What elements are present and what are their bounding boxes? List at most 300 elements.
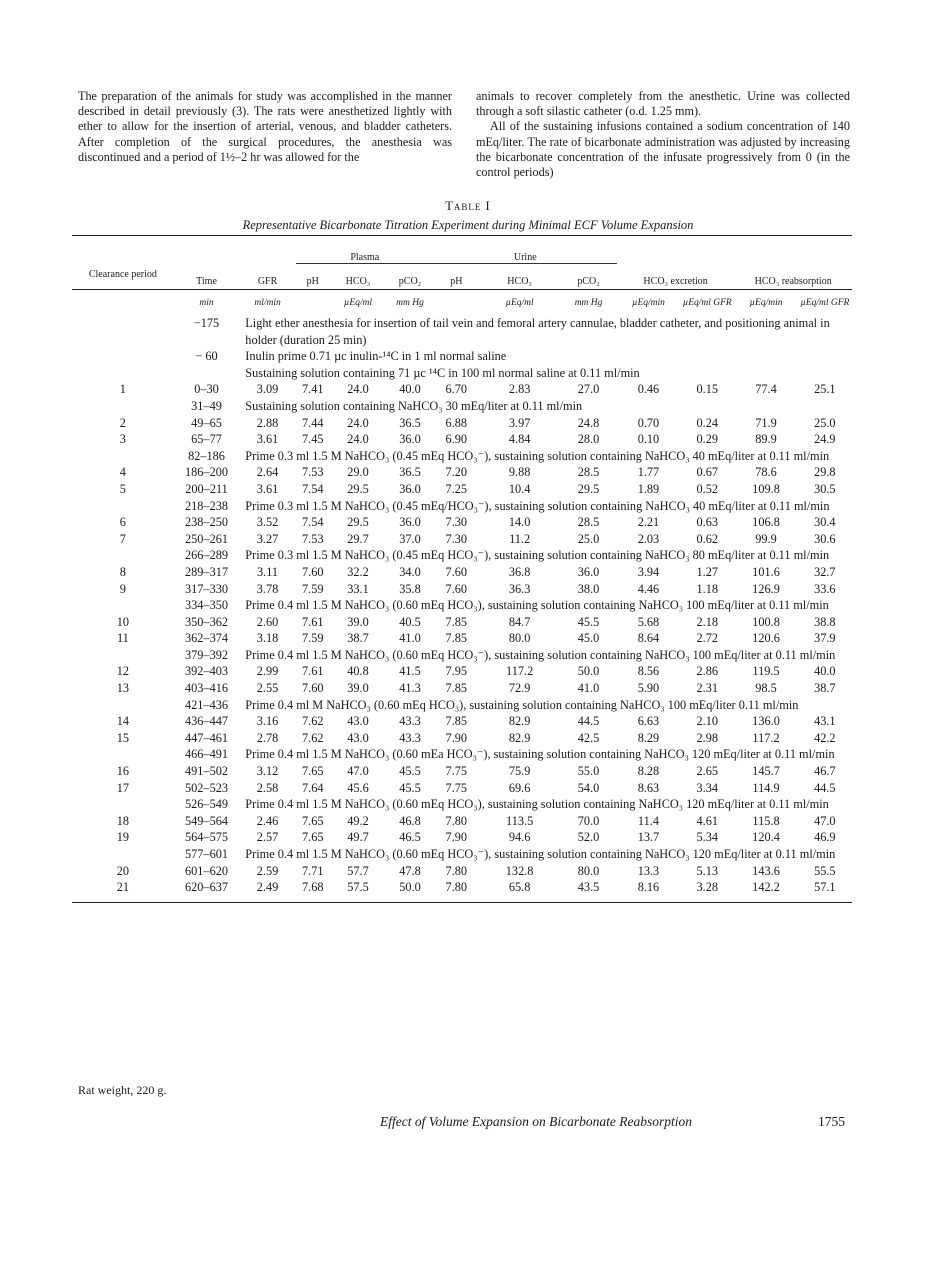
cell-value: 54.0 — [577, 780, 600, 795]
cell-value: 27.0 — [577, 382, 600, 397]
cell-value: 2.55 — [256, 681, 279, 696]
cell-value: 13.7 — [637, 830, 660, 845]
cell-period: 4 — [119, 465, 126, 480]
unit-time: min — [199, 298, 214, 308]
cell-period: 2 — [119, 415, 126, 430]
cell-value: 30.5 — [814, 481, 836, 496]
cell-period — [72, 315, 174, 348]
cell-value: 44.5 — [814, 780, 836, 795]
cell-value: 3.52 — [256, 515, 279, 530]
cell-period — [72, 597, 174, 614]
cell-period: 5 — [119, 481, 126, 496]
cell-value: 7.85 — [445, 631, 468, 646]
cell-value: 40.0 — [399, 382, 421, 397]
col-header-plasma-pco2: pCO₂ — [386, 268, 433, 290]
cell-value: 29.5 — [577, 481, 600, 496]
cell-value: 24.0 — [347, 415, 369, 430]
cell-value: 0.62 — [696, 531, 718, 546]
cell-value: 7.53 — [302, 465, 324, 480]
cell-value: 32.2 — [347, 564, 369, 579]
cell-value: 106.8 — [752, 515, 780, 530]
cell-period — [72, 498, 174, 515]
cell-value: 0.10 — [637, 432, 660, 447]
running-title: Effect of Volume Expansion on Bicarbonate Reabsorption — [380, 1114, 692, 1129]
cell-value: 7.75 — [445, 780, 468, 795]
cell-value: 80.0 — [508, 631, 531, 646]
cell-value: 7.95 — [445, 664, 468, 679]
cell-value: 77.4 — [755, 382, 777, 397]
unit-reabsorption-gfr: µEq/ml GFR — [800, 298, 850, 308]
cell-value: 7.30 — [445, 515, 468, 530]
cell-value: 28.5 — [577, 465, 600, 480]
cell-value: 29.7 — [347, 531, 369, 546]
cell-period: 7 — [119, 531, 126, 546]
note-row — [72, 647, 852, 664]
cell-value: 44.5 — [577, 714, 600, 729]
cell-value: 45.0 — [577, 631, 600, 646]
cell-period — [72, 746, 174, 763]
table-row — [72, 680, 852, 697]
cell-value: 2.99 — [256, 664, 279, 679]
cell-value: 29.5 — [347, 481, 369, 496]
col-header-hco3-excretion: HCO₃ excretion — [617, 268, 735, 290]
table-row — [72, 763, 852, 780]
unit-excretion-gfr: µEq/ml GFR — [682, 298, 732, 308]
table-row — [72, 713, 852, 730]
cell-time: 266–289 — [184, 548, 229, 563]
cell-value: 14.0 — [508, 515, 531, 530]
cell-value: 5.90 — [637, 681, 660, 696]
cell-value: 7.90 — [445, 730, 468, 745]
cell-note: Prime 0.3 ml 1.5 M NaHCO₃ (0.45 mEq HCO₃⁻), sustaining solution containing NaHCO₃ 80 mEq/liter at 0.11 ml/min — [245, 548, 830, 563]
cell-time: 362–374 — [184, 631, 229, 646]
cell-value: 50.0 — [577, 664, 600, 679]
cell-period: 11 — [116, 631, 129, 646]
cell-value: 4.61 — [696, 813, 718, 828]
cell-value: 7.53 — [302, 531, 324, 546]
cell-value: 98.5 — [755, 681, 777, 696]
cell-value: 7.60 — [445, 581, 468, 596]
cell-time: 200–211 — [185, 481, 228, 496]
table-row — [72, 531, 852, 548]
cell-value: 29.8 — [814, 465, 836, 480]
cell-note: Prime 0.4 ml 1.5 M NaHCO₃ (0.60 mEa HCO₃⁻), sustaining solution containing NaHCO₃ 120 mEq/liter at 0.11 ml/min — [245, 747, 835, 762]
cell-value: 45.5 — [577, 614, 600, 629]
cell-value: 52.0 — [577, 830, 600, 845]
cell-value: 8.16 — [637, 880, 660, 895]
cell-value: 7.62 — [302, 714, 324, 729]
unit-gfr: ml/min — [254, 298, 281, 308]
cell-value: 5.68 — [637, 614, 660, 629]
cell-value: 24.9 — [814, 432, 836, 447]
cell-value: 126.9 — [752, 581, 780, 596]
cell-value: 43.0 — [347, 714, 369, 729]
table-row — [72, 564, 852, 581]
cell-value: 7.90 — [445, 830, 468, 845]
cell-period — [72, 647, 174, 664]
cell-value: 7.85 — [445, 681, 468, 696]
cell-period — [72, 697, 174, 714]
table-row — [72, 630, 852, 647]
cell-time: 65–77 — [191, 432, 222, 447]
cell-value: 71.9 — [755, 415, 777, 430]
note-row — [72, 365, 852, 382]
cell-value: 100.8 — [752, 614, 780, 629]
table-row — [72, 514, 852, 531]
col-header-urine-pco2: pCO₂ — [560, 268, 617, 290]
cell-value: 7.60 — [302, 681, 324, 696]
note-row — [72, 448, 852, 465]
cell-period: 15 — [116, 730, 130, 745]
cell-value: 36.0 — [399, 481, 421, 496]
cell-period: 1 — [119, 382, 126, 397]
note-row — [72, 796, 852, 813]
table-row — [72, 464, 852, 481]
cell-value: 36.5 — [399, 465, 421, 480]
cell-time: 49–65 — [191, 415, 222, 430]
cell-value: 2.72 — [696, 631, 718, 646]
cell-value: 89.9 — [755, 432, 777, 447]
left-paragraph: The preparation of the animals for study was accomplished in the manner described in detail previously (3). The rats were anesthetized lightly with ether to allow for the insertion of arterial, venous, and bladder catheters. After completion of the surgical procedures, the anesthesia was discontinued and a period of 1½–2 hr was allowed for the — [78, 89, 452, 164]
cell-value: 8.63 — [637, 780, 660, 795]
cell-value: 69.6 — [508, 780, 531, 795]
cell-period: 8 — [119, 564, 126, 579]
left-column — [78, 89, 452, 180]
cell-value: 41.0 — [399, 631, 421, 646]
cell-value: 37.9 — [814, 631, 836, 646]
cell-value: 36.0 — [577, 564, 600, 579]
cell-value: 43.5 — [577, 880, 600, 895]
cell-period: 16 — [116, 764, 130, 779]
table-subtitle: Representative Bicarbonate Titration Experiment during Minimal ECF Volume Expansion — [242, 218, 694, 232]
cell-value: 3.18 — [256, 631, 279, 646]
cell-value: 3.11 — [257, 564, 279, 579]
cell-value: 136.0 — [752, 714, 780, 729]
cell-value: 2.83 — [508, 382, 531, 397]
cell-value: 7.59 — [302, 581, 324, 596]
cell-value: 119.5 — [752, 664, 780, 679]
cell-value: 11.2 — [509, 531, 531, 546]
note-row — [72, 498, 852, 515]
col-header-plasma-ph: pH — [296, 268, 330, 290]
cell-time: 577–601 — [184, 847, 229, 861]
unit-plasma-hco3: µEq/ml — [343, 298, 373, 308]
cell-value: 45.6 — [347, 780, 369, 795]
cell-time: 218–238 — [184, 498, 229, 513]
cell-value: 2.98 — [696, 730, 718, 745]
cell-value: 3.27 — [256, 531, 279, 546]
cell-value: 2.58 — [256, 780, 279, 795]
cell-value: 0.15 — [696, 382, 718, 397]
cell-value: 6.70 — [445, 382, 468, 397]
table-row — [72, 829, 852, 846]
cell-value: 7.59 — [302, 631, 324, 646]
cell-value: 7.64 — [302, 780, 324, 795]
cell-value: 41.3 — [399, 681, 421, 696]
note-row — [72, 348, 852, 365]
cell-value: 8.56 — [637, 664, 660, 679]
col-header-period: Clearance period — [72, 268, 174, 290]
cell-value: 101.6 — [752, 564, 780, 579]
cell-time: 238–250 — [184, 515, 229, 530]
cell-time: 564–575 — [184, 830, 229, 845]
cell-value: 70.0 — [577, 813, 600, 828]
cell-time: 82–186 — [188, 448, 225, 463]
cell-period: 18 — [116, 813, 130, 828]
cell-value: 2.46 — [256, 813, 279, 828]
cell-value: 40.5 — [399, 614, 421, 629]
cell-note: Prime 0.4 ml M NaHCO₃ (0.60 mEq HCO₃), sustaining solution containing NaHCO₃ 100 mEq/liter 0.11 ml/min — [245, 697, 799, 712]
cell-value: 2.03 — [637, 531, 660, 546]
cell-value: 29.5 — [347, 515, 369, 530]
cell-value: 36.3 — [508, 581, 531, 596]
cell-value: 36.5 — [399, 415, 421, 430]
cell-value: 37.0 — [399, 531, 421, 546]
cell-value: 1.18 — [696, 581, 718, 596]
cell-value: 47.0 — [814, 813, 836, 828]
cell-time: 491–502 — [184, 764, 229, 779]
cell-value: 13.3 — [637, 863, 660, 878]
table-row — [72, 663, 852, 680]
cell-period: 17 — [116, 780, 130, 795]
cell-value: 3.78 — [256, 581, 279, 596]
cell-time: 601–620 — [184, 863, 229, 878]
cell-value: 55.5 — [814, 863, 836, 878]
cell-period — [72, 448, 174, 465]
cell-value: 0.52 — [696, 481, 718, 496]
cell-value: 11.4 — [637, 813, 659, 828]
cell-value: 82.9 — [508, 714, 531, 729]
cell-period: 3 — [119, 432, 126, 447]
cell-value: 4.84 — [508, 432, 531, 447]
cell-value: 3.16 — [256, 714, 279, 729]
cell-value: 49.7 — [347, 830, 369, 845]
cell-note: Light ether anesthesia for insertion of tail vein and femoral artery cannulae, bladder catheter, and positioning animal in holder (duration 25 min) — [245, 316, 830, 347]
cell-value: 3.09 — [256, 382, 279, 397]
unit-urine-pco2: mm Hg — [574, 298, 603, 308]
col-header-time: Time — [174, 268, 240, 290]
table-row — [72, 581, 852, 598]
cell-value: 7.80 — [445, 813, 468, 828]
cell-time: 502–523 — [184, 780, 229, 795]
right-paragraph-1: animals to recover completely from the anesthetic. Urine was collected through a soft silastic catheter (o.d. 1.25 mm). — [476, 89, 850, 119]
cell-value: 3.61 — [256, 481, 279, 496]
cell-value: 7.45 — [302, 432, 324, 447]
cell-value: 55.0 — [577, 764, 600, 779]
cell-value: 7.25 — [445, 481, 468, 496]
cell-value: 5.34 — [696, 830, 718, 845]
cell-note: Prime 0.4 ml 1.5 M NaHCO₃ (0.60 mEq HCO₃), sustaining solution containing NaHCO₃ 120 mEq/liter at 0.11 ml/min — [245, 797, 829, 812]
table-row — [72, 381, 852, 398]
col-header-urine-hco3: HCO₃ — [479, 268, 560, 290]
cell-value: 132.8 — [505, 863, 534, 878]
cell-value: 6.88 — [445, 415, 468, 430]
table-row — [72, 415, 852, 432]
cell-value: 4.46 — [637, 581, 660, 596]
table-footnote: Rat weight, 220 g. — [78, 1083, 167, 1097]
cell-value: 7.85 — [445, 614, 468, 629]
cell-value: 75.9 — [508, 764, 531, 779]
cell-value: 143.6 — [752, 863, 780, 878]
cell-value: 6.63 — [637, 714, 660, 729]
cell-value: 9.88 — [508, 465, 531, 480]
cell-time: 403–416 — [184, 681, 229, 696]
cell-note: Prime 0.4 ml 1.5 M NaHCO₃ (0.60 mEq HCO₃), sustaining solution containing NaHCO₃ 100 mEq/liter at 0.11 ml/min — [245, 598, 829, 613]
cell-time: 186–200 — [184, 465, 229, 480]
cell-value: 8.64 — [637, 631, 660, 646]
body-text — [78, 89, 850, 180]
cell-value: 46.8 — [399, 813, 421, 828]
cell-value: 2.18 — [696, 614, 718, 629]
cell-value: 49.2 — [347, 813, 369, 828]
units-row — [72, 290, 852, 310]
unit-plasma-pco2: mm Hg — [396, 298, 424, 308]
cell-value: 7.60 — [302, 564, 324, 579]
cell-period — [72, 365, 174, 382]
cell-value: 46.5 — [399, 830, 421, 845]
cell-value: 43.0 — [347, 730, 369, 745]
cell-value: 35.8 — [399, 581, 421, 596]
right-paragraph-2: All of the sustaining infusions contained a sodium concentration of 140 mEq/liter. The rate of bicarbonate administration was adjusted by increasing the bicarbonate concentration of the infusate progressively from 0 (in the control periods) — [476, 119, 850, 180]
plasma-group-label: Plasma — [296, 252, 434, 264]
cell-value: 57.7 — [347, 863, 369, 878]
table-row — [72, 863, 852, 880]
cell-value: 114.9 — [752, 780, 780, 795]
cell-value: 7.65 — [302, 830, 324, 845]
cell-value: 42.5 — [577, 730, 600, 745]
cell-period — [72, 398, 174, 415]
urine-group-label: Urine — [434, 252, 617, 264]
cell-value: 7.65 — [302, 813, 324, 828]
table-row — [72, 614, 852, 631]
cell-value: 120.6 — [752, 631, 780, 646]
cell-value: 7.80 — [445, 863, 468, 878]
cell-value: 0.24 — [696, 415, 718, 430]
col-header-urine-ph: pH — [434, 268, 479, 290]
cell-value: 46.9 — [814, 830, 836, 845]
cell-value: 30.4 — [814, 515, 836, 530]
cell-time: 447–461 — [184, 730, 229, 745]
cell-value: 32.7 — [814, 564, 836, 579]
cell-value: 3.94 — [637, 564, 660, 579]
cell-value: 80.0 — [577, 863, 600, 878]
cell-value: 7.54 — [302, 515, 324, 530]
cell-value: 113.5 — [506, 813, 534, 828]
cell-value: 0.70 — [637, 415, 660, 430]
cell-time: 526–549 — [184, 797, 229, 812]
note-row — [72, 597, 852, 614]
cell-value: 3.97 — [508, 415, 531, 430]
right-column — [476, 89, 850, 180]
cell-note: Inulin prime 0.71 µc inulin-¹⁴C in 1 ml normal saline — [245, 349, 507, 364]
cell-value: 2.21 — [637, 515, 660, 530]
cell-value: 7.71 — [302, 863, 324, 878]
cell-value: 42.2 — [814, 730, 836, 745]
cell-time: 436–447 — [184, 714, 229, 729]
table-row — [72, 481, 852, 498]
cell-value: 41.5 — [399, 664, 421, 679]
cell-note: Sustaining solution containing NaHCO₃ 30 mEq/liter at 0.11 ml/min — [245, 398, 583, 413]
header-row — [72, 268, 852, 290]
cell-time: 250–261 — [184, 531, 229, 546]
cell-value: 117.2 — [752, 730, 780, 745]
cell-period: 12 — [116, 664, 130, 679]
cell-value: 2.59 — [256, 863, 279, 878]
note-row — [72, 547, 852, 564]
cell-time: 392–403 — [184, 664, 229, 679]
cell-value: 36.8 — [508, 564, 531, 579]
cell-value: 0.67 — [696, 465, 718, 480]
note-row — [72, 315, 852, 348]
cell-value: 5.13 — [696, 863, 718, 878]
unit-excretion-min: µEq/min — [632, 298, 665, 308]
table-row — [72, 780, 852, 797]
cell-value: 1.89 — [637, 481, 660, 496]
col-header-gfr: GFR — [239, 268, 296, 290]
cell-value: 47.0 — [347, 764, 369, 779]
cell-value: 7.75 — [445, 764, 468, 779]
cell-value: 40.8 — [347, 664, 369, 679]
cell-value: 33.6 — [814, 581, 836, 596]
cell-note: Prime 0.4 ml 1.5 M NaHCO₃ (0.60 mEq HCO₃⁻), sustaining solution containing NaHCO₃ 100 mEq/liter at 0.11 ml/min — [245, 647, 836, 662]
cell-value: 46.7 — [814, 764, 836, 779]
cell-value: 2.31 — [696, 681, 718, 696]
cell-time: 466–491 — [184, 747, 229, 762]
note-row — [72, 746, 852, 763]
cell-value: 7.65 — [302, 764, 324, 779]
cell-value: 43.1 — [814, 714, 836, 729]
cell-value: 3.12 — [256, 764, 279, 779]
cell-value: 43.3 — [399, 714, 421, 729]
table-row — [72, 813, 852, 830]
cell-period: 20 — [116, 863, 130, 878]
cell-value: 50.0 — [399, 880, 421, 895]
cell-value: 72.9 — [508, 681, 531, 696]
cell-value: 117.2 — [506, 664, 534, 679]
cell-value: 29.0 — [347, 465, 369, 480]
cell-value: 10.4 — [508, 481, 531, 496]
cell-value: 43.3 — [399, 730, 421, 745]
cell-value: 25.0 — [814, 415, 836, 430]
note-row — [72, 697, 852, 714]
cell-value: 82.9 — [508, 730, 531, 745]
cell-value: 109.8 — [752, 481, 780, 496]
data-table — [72, 235, 852, 903]
cell-value: 94.6 — [508, 830, 531, 845]
cell-value: 115.8 — [752, 813, 780, 828]
cell-period: 13 — [116, 681, 130, 696]
cell-period: 6 — [119, 515, 126, 530]
cell-value: 2.78 — [256, 730, 279, 745]
cell-note: Prime 0.4 ml 1.5 M NaHCO₃ (0.60 mEq HCO₃⁻), sustaining solution containing NaHCO₃ 120 mEq/liter at 0.11 ml/min — [245, 847, 836, 861]
cell-value: 3.61 — [256, 432, 279, 447]
cell-value: 2.64 — [256, 465, 279, 480]
cell-value: 2.86 — [696, 664, 718, 679]
cell-note: Sustaining solution containing 71 µc ¹⁴C in 100 ml normal saline at 0.11 ml/min — [245, 365, 640, 380]
cell-value: 7.62 — [302, 730, 324, 745]
cell-value: 25.0 — [577, 531, 600, 546]
unit-urine-hco3: µEq/ml — [505, 298, 534, 308]
cell-value: 45.5 — [399, 780, 421, 795]
col-header-plasma-hco3: HCO₃ — [330, 268, 387, 290]
table-title: Table I — [445, 199, 491, 213]
cell-value: 99.9 — [755, 531, 777, 546]
cell-note: Prime 0.3 ml 1.5 M NaHCO₃ (0.45 mEq/HCO₃⁻), sustaining solution containing NaHCO₃ 40 mEq/liter at 0.11 ml/min — [245, 498, 830, 513]
cell-value: 1.27 — [696, 564, 718, 579]
cell-value: 41.0 — [577, 681, 600, 696]
note-row — [72, 846, 852, 863]
cell-value: 0.29 — [696, 432, 718, 447]
